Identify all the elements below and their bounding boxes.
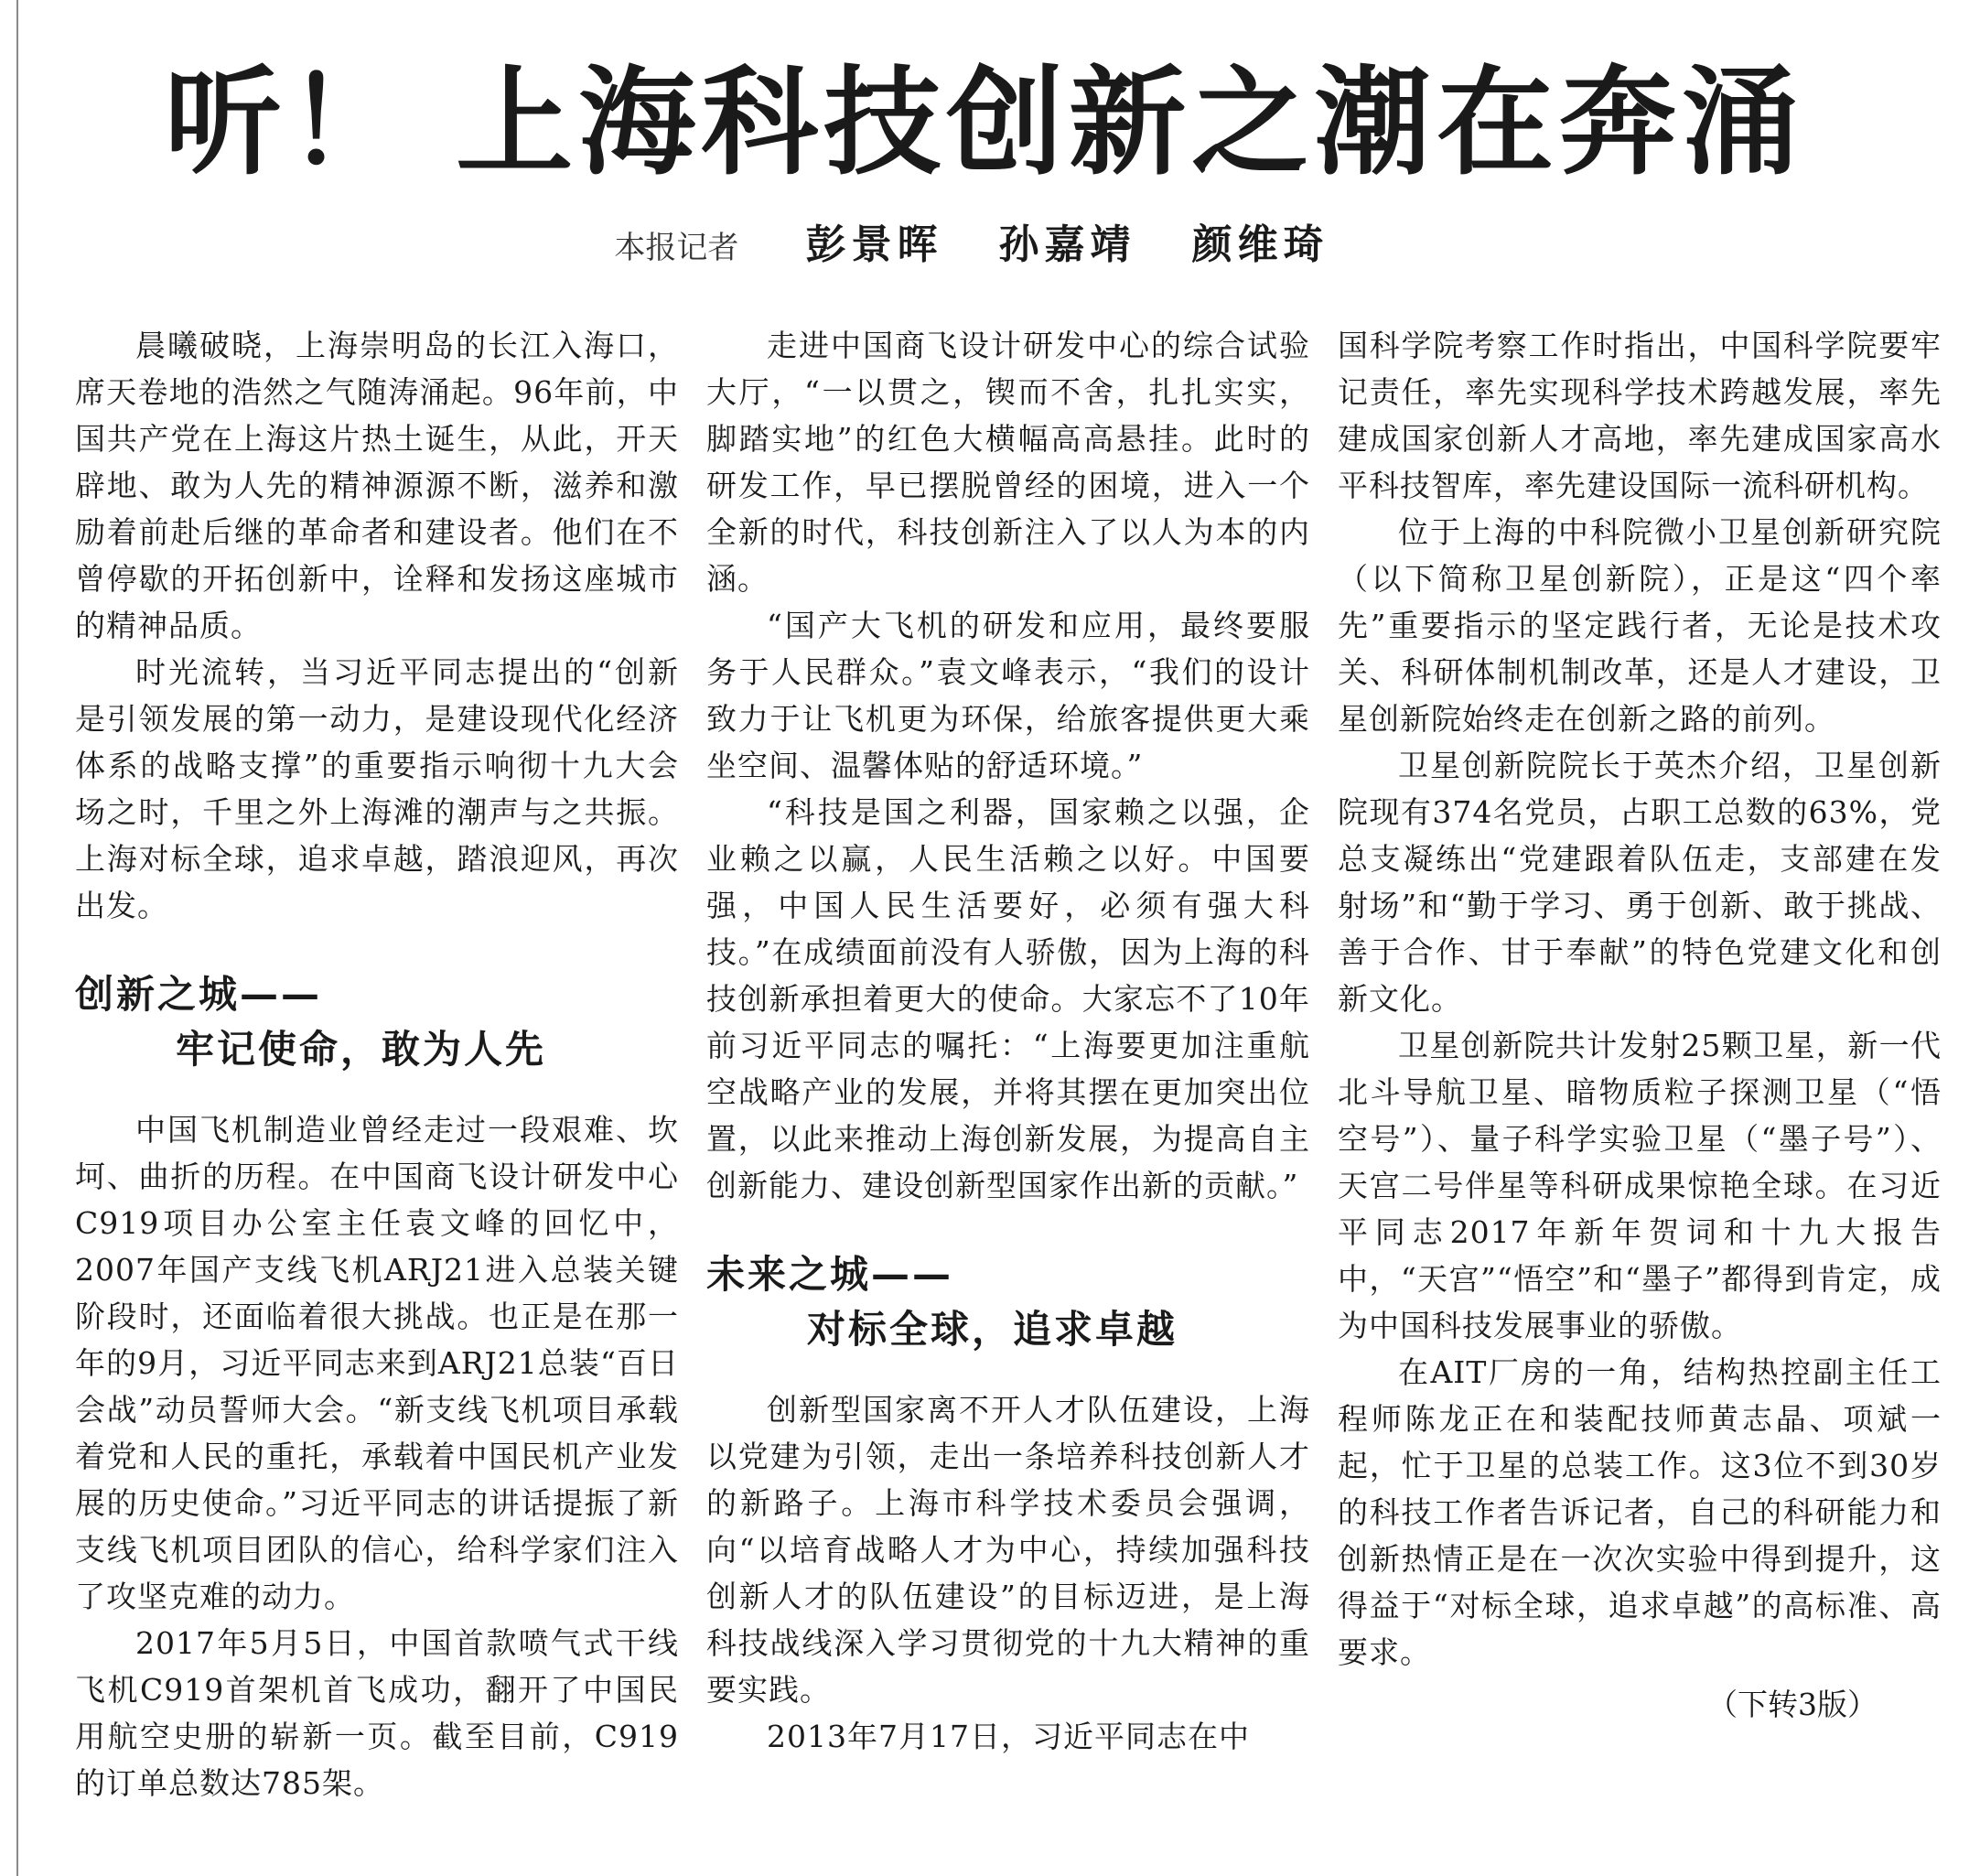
article-column-2 — [706, 322, 1310, 1850]
paragraph: 创新型国家离不开人才队伍建设，上海以党建为引领，走出一条培养科技创新人才的新路子。上海市科学技术委员会强调，向“以培育战略人才为中心，持续加强科技创新人才的队伍建设”的目标迈进，是上海科技战线深入学习贯彻党的十九大精神的重要实践。 — [706, 1392, 1310, 1708]
paragraph-continued: 国科学院考察工作时指出，中国科学院要牢记责任，率先实现科学技术跨越发展，率先建成国家创新人才高地，率先建成国家高水平科技智库，率先建设国际一流科研机构。 — [1338, 328, 1942, 503]
article-column-3 — [1338, 322, 1942, 1850]
paragraph: “国产大飞机的研发和应用，最终要服务于人民群众。”袁文峰表示，“我们的设计致力于让飞机更为环保，给旅客提供更大乘坐空间、温馨体贴的舒适环境。” — [706, 608, 1310, 783]
paragraph: 位于上海的中科院微小卫星创新研究院（以下简称卫星创新院），正是这“四个率先”重要指示的坚定践行者，无论是技术攻关、科研体制机制改革，还是人才建设，卫星创新院始终走在创新之路的前列。 — [1338, 514, 1942, 737]
paragraph: 卫星创新院共计发射25颗卫星，新一代北斗导航卫星、暗物质粒子探测卫星（“悟空号”）、量子科学实验卫星（“墨子号”）、天宫二号伴星等科研成果惊艳全球。在习近平同志2017年新年贺词和十九大报告中，“天宫”“悟空”和“墨子”都得到肯定，成为中国科技发展事业的骄傲。 — [1338, 1028, 1942, 1343]
author-name: 彭景晖 — [805, 221, 943, 268]
subheading-subtitle: 牢记使命，敢为人先 — [176, 1027, 547, 1072]
paragraph: 2013年7月17日，习近平同志在中 — [767, 1719, 1250, 1754]
paragraph: 时光流转，当习近平同志提出的“创新是引领发展的第一动力，是建设现代化经济体系的战略支撑”的重要指示响彻十九大会场之时，千里之外上海滩的潮声与之共振。上海对标全球，追求卓越，踏浪迎风，再次出发。 — [75, 654, 679, 923]
author-name: 孙嘉靖 — [998, 221, 1136, 268]
paragraph: 在AIT厂房的一角，结构热控副主任工程师陈龙正在和装配技师黄志晶、项斌一起，忙于卫星的总装工作。这3位不到30岁的科技工作者告诉记者，自己的科研能力和创新热情正是在一次次实验中得到提升，这得益于“对标全球，追求卓越”的高标准、高要求。 — [1338, 1354, 1942, 1670]
subheading-subtitle: 对标全球，追求卓越 — [807, 1307, 1178, 1352]
byline-label: 本报记者 — [614, 230, 739, 266]
paragraph: 晨曦破晓，上海崇明岛的长江入海口，席天卷地的浩然之气随涛涌起。96年前，中国共产党在上海这片热土诞生，从此，开天辟地、敢为人先的精神源源不断，滋养和激励着前赴后继的革命者和建设者。他们在不曾停歇的开拓创新中，诠释和发扬这座城市的精神品质。 — [75, 328, 679, 643]
subheading-title: 创新之城—— — [75, 972, 323, 1017]
paragraph: 走进中国商飞设计研发中心的综合试验大厅，“一以贯之，锲而不舍，扎扎实实，脚踏实地”的红色大横幅高高悬挂。此时的研发工作，早已摆脱曾经的困境，进入一个全新的时代，科技创新注入了以人为本的内涵。 — [706, 328, 1310, 597]
subheading-title: 未来之城—— — [706, 1252, 954, 1297]
paragraph: “科技是国之利器，国家赖之以强，企业赖之以赢，人民生活赖之以好。中国要强，中国人民生活要好，必须有强大科技。”在成绩面前没有人骄傲，因为上海的科技创新承担着更大的使命。大家忘不了10年前习近平同志的嘱托：“上海要更加注重航空战略产业的发展，并将其摆在更加突出位置，以此来推动上海创新发展，为提高自主创新能力、建设创新型国家作出新的贡献。” — [706, 794, 1310, 1203]
byline — [0, 218, 1969, 281]
section-subheading — [75, 969, 679, 1079]
paragraph: 中国飞机制造业曾经走过一段艰难、坎坷、曲折的历程。在中国商飞设计研发中心C919项目办公室主任袁文峰的回忆中，2007年国产支线飞机ARJ21进入总装关键阶段时，还面临着很大挑战。也正是在那一年的9月，习近平同志来到ARJ21总装“百日会战”动员誓师大会。“新支线飞机项目承载着党和人民的重托，承载着中国民机产业发展的历史使命。”习近平同志的讲话提振了新支线飞机项目团队的信心，给科学家们注入了攻坚克难的动力。 — [75, 1112, 679, 1614]
section-subheading — [706, 1249, 1310, 1359]
paragraph: 2017年5月5日，中国首款喷气式干线飞机C919首架机首飞成功，翻开了中国民用航空史册的崭新一页。截至目前，C919的订单总数达785架。 — [75, 1625, 679, 1801]
paragraph: 卫星创新院院长于英杰介绍，卫星创新院现有374名党员，占职工总数的63%，党总支凝练出“党建跟着队伍走，支部建在发射场”和“勤于学习、勇于创新、敢于挑战、善于合作、甘于奉献”的特色党建文化和创新文化。 — [1338, 748, 1942, 1017]
article-column-1 — [75, 322, 679, 1850]
continued-on-page-note: （下转3版） — [1707, 1687, 1878, 1722]
headline: 听！ 上海科技创新之潮在奔涌 — [164, 55, 1805, 191]
author-name: 颜维琦 — [1191, 221, 1329, 268]
left-margin-rule — [16, 0, 18, 1876]
